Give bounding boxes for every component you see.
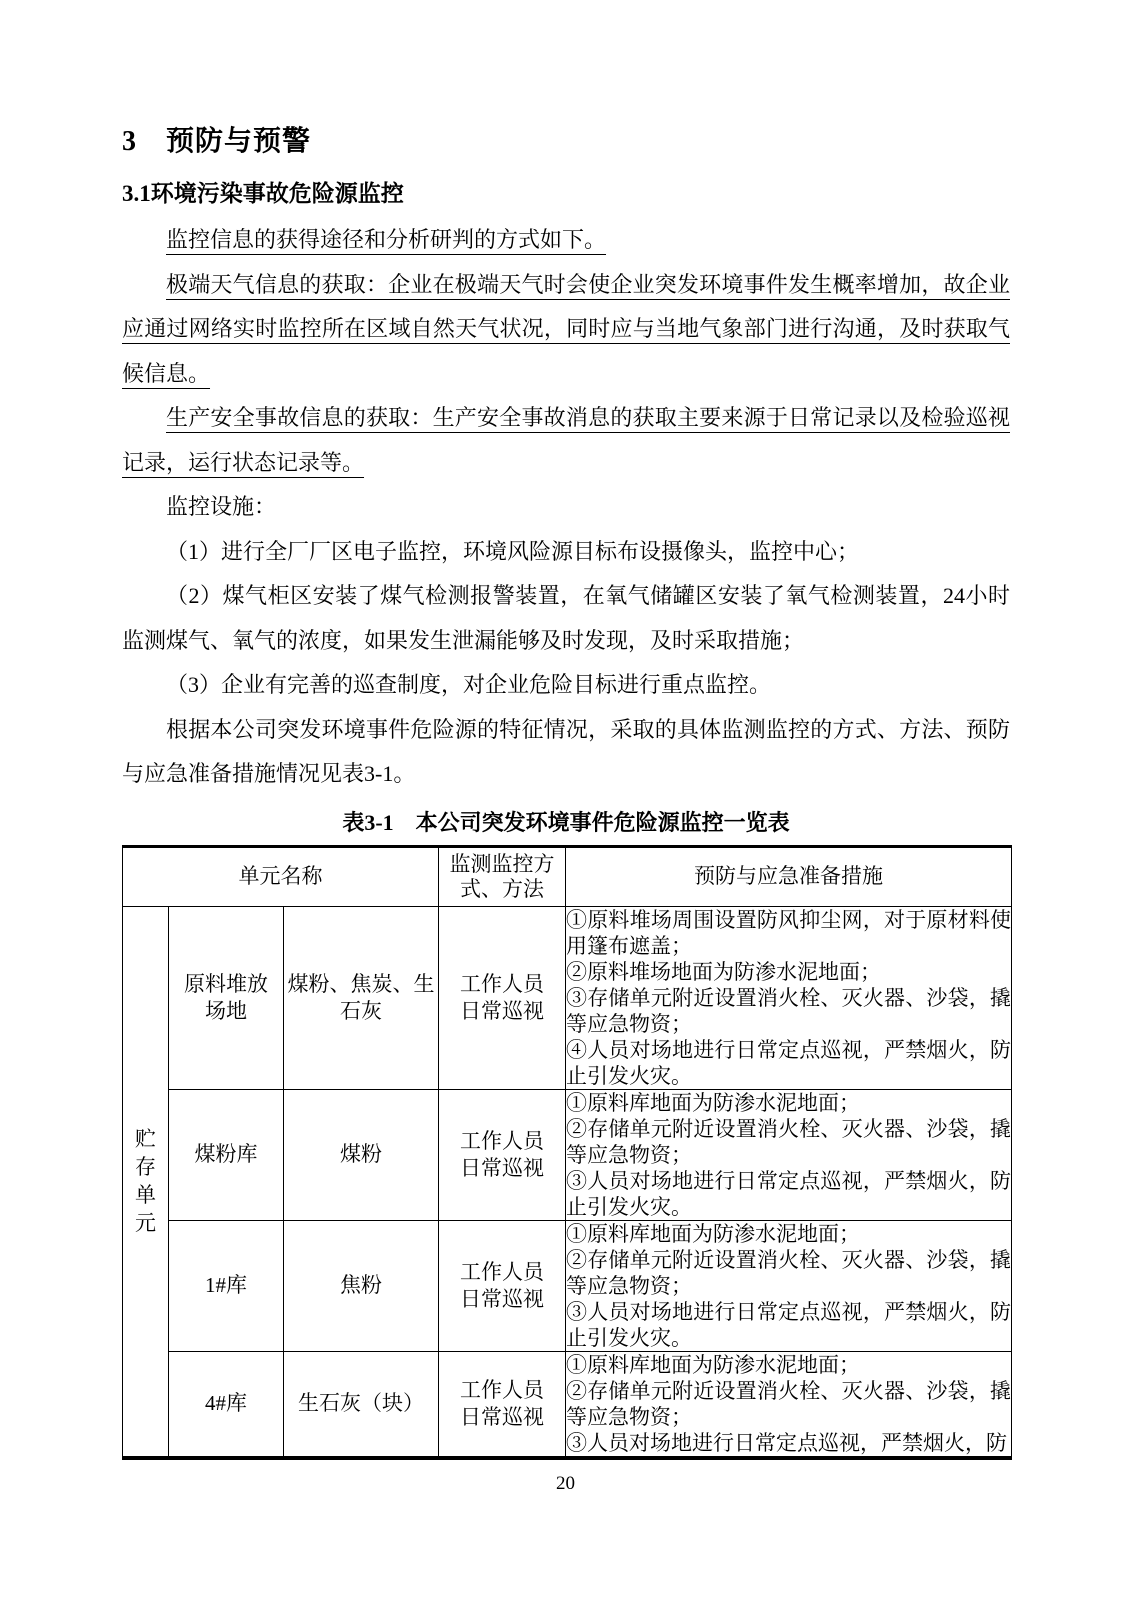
page-number: 20 [556, 1473, 575, 1494]
header-prevention-measures: 预防与应急准备措施 [566, 846, 1012, 906]
cell-measures [566, 1351, 1012, 1458]
cell-monitoring-method: 工作人员日常巡视 [439, 1351, 566, 1458]
measure-item: ②原料堆场地面为防渗水泥地面； [566, 959, 882, 984]
table-row [123, 1089, 1012, 1220]
paragraph: （2）煤气柜区安装了煤气检测报警装置，在氧气储罐区安装了氧气检测装置，24小时监测煤气、氧气的浓度，如果发生泄漏能够及时发现，及时采取措施； [122, 583, 1010, 653]
measure-item: ③存储单元附近设置消火栓、灭火器、沙袋，撬等应急物资； [566, 985, 1012, 1036]
measure-item: ②存储单元附近设置消火栓、灭火器、沙袋，撬等应急物资； [566, 1378, 1012, 1429]
page-content [122, 122, 1010, 1460]
table-row [123, 1220, 1012, 1351]
measure-item: ③人员对场地进行日常定点巡视，严禁烟火，防 [566, 1430, 1008, 1455]
cell-unit-name: 1#库 [169, 1220, 284, 1351]
header-unit-name: 单元名称 [123, 846, 439, 906]
paragraph: 监控信息的获得途径和分析研判的方式如下。 [166, 227, 607, 252]
table-title: 表3-1 本公司突发环境事件危险源监控一览表 [342, 809, 790, 835]
subsection-heading: 3.1环境污染事故危险源监控 [122, 181, 404, 206]
measure-item: ③人员对场地进行日常定点巡视，严禁烟火，防止引发火灾。 [566, 1299, 1012, 1350]
table-row [123, 906, 1012, 1089]
cell-monitoring-method: 工作人员日常巡视 [439, 906, 566, 1089]
cell-measures [566, 906, 1012, 1089]
header-monitoring-method: 监测监控方式、方法 [439, 846, 566, 906]
paragraph: 根据本公司突发环境事件危险源的特征情况，采取的具体监测监控的方式、方法、预防与应急准备措施情况见表3-1。 [122, 716, 1010, 786]
cell-monitoring-method: 工作人员日常巡视 [439, 1220, 566, 1351]
measure-item: ①原料库地面为防渗水泥地面； [566, 1090, 861, 1115]
cell-material: 煤粉、焦炭、生石灰 [284, 906, 439, 1089]
cell-monitoring-method: 工作人员日常巡视 [439, 1089, 566, 1220]
cell-measures [566, 1220, 1012, 1351]
cell-unit-name: 4#库 [169, 1351, 284, 1458]
paragraph: （1）进行全厂厂区电子监控，环境风险源目标布设摄像头，监控中心； [166, 538, 860, 564]
body-paragraphs [122, 218, 1010, 797]
cell-material: 煤粉 [284, 1089, 439, 1220]
measure-item: ④人员对场地进行日常定点巡视，严禁烟火，防止引发火灾。 [566, 1037, 1012, 1088]
cell-storage-unit-group: 贮存单元 [123, 906, 169, 1458]
measure-item: ③人员对场地进行日常定点巡视，严禁烟火，防止引发火灾。 [566, 1168, 1012, 1219]
cell-measures [566, 1089, 1012, 1220]
paragraph: 生产安全事故信息的获取：生产安全事故消息的获取主要来源于日常记录以及检验巡视记录，运行状态记录等。 [122, 405, 1010, 475]
paragraph: 极端天气信息的获取：企业在极端天气时会使企业突发环境事件发生概率增加，故企业应通过网络实时监控所在区域自然天气状况，同时应与当地气象部门进行沟通，及时获取气候信息。 [122, 271, 1010, 386]
cell-material: 焦粉 [284, 1220, 439, 1351]
measure-item: ②存储单元附近设置消火栓、灭火器、沙袋，撬等应急物资； [566, 1247, 1012, 1298]
cell-unit-name: 原料堆放场地 [169, 906, 284, 1089]
table-header-row [123, 846, 1012, 906]
paragraph: 监控设施： [166, 494, 277, 519]
cell-material: 生石灰（块） [284, 1351, 439, 1458]
measure-item: ②存储单元附近设置消火栓、灭火器、沙袋，撬等应急物资； [566, 1116, 1012, 1167]
cell-unit-name: 煤粉库 [169, 1089, 284, 1220]
paragraph: （3）企业有完善的巡查制度，对企业危险目标进行重点监控。 [166, 672, 772, 697]
section-heading: 3 预防与预警 [122, 126, 312, 157]
table-row [123, 1351, 1012, 1458]
measure-item: ①原料堆场周围设置防风抑尘网，对于原材料使用篷布遮盖； [566, 907, 1012, 958]
hazard-monitoring-table [122, 845, 1012, 1460]
measure-item: ①原料库地面为防渗水泥地面； [566, 1352, 861, 1377]
measure-item: ①原料库地面为防渗水泥地面； [566, 1221, 861, 1246]
